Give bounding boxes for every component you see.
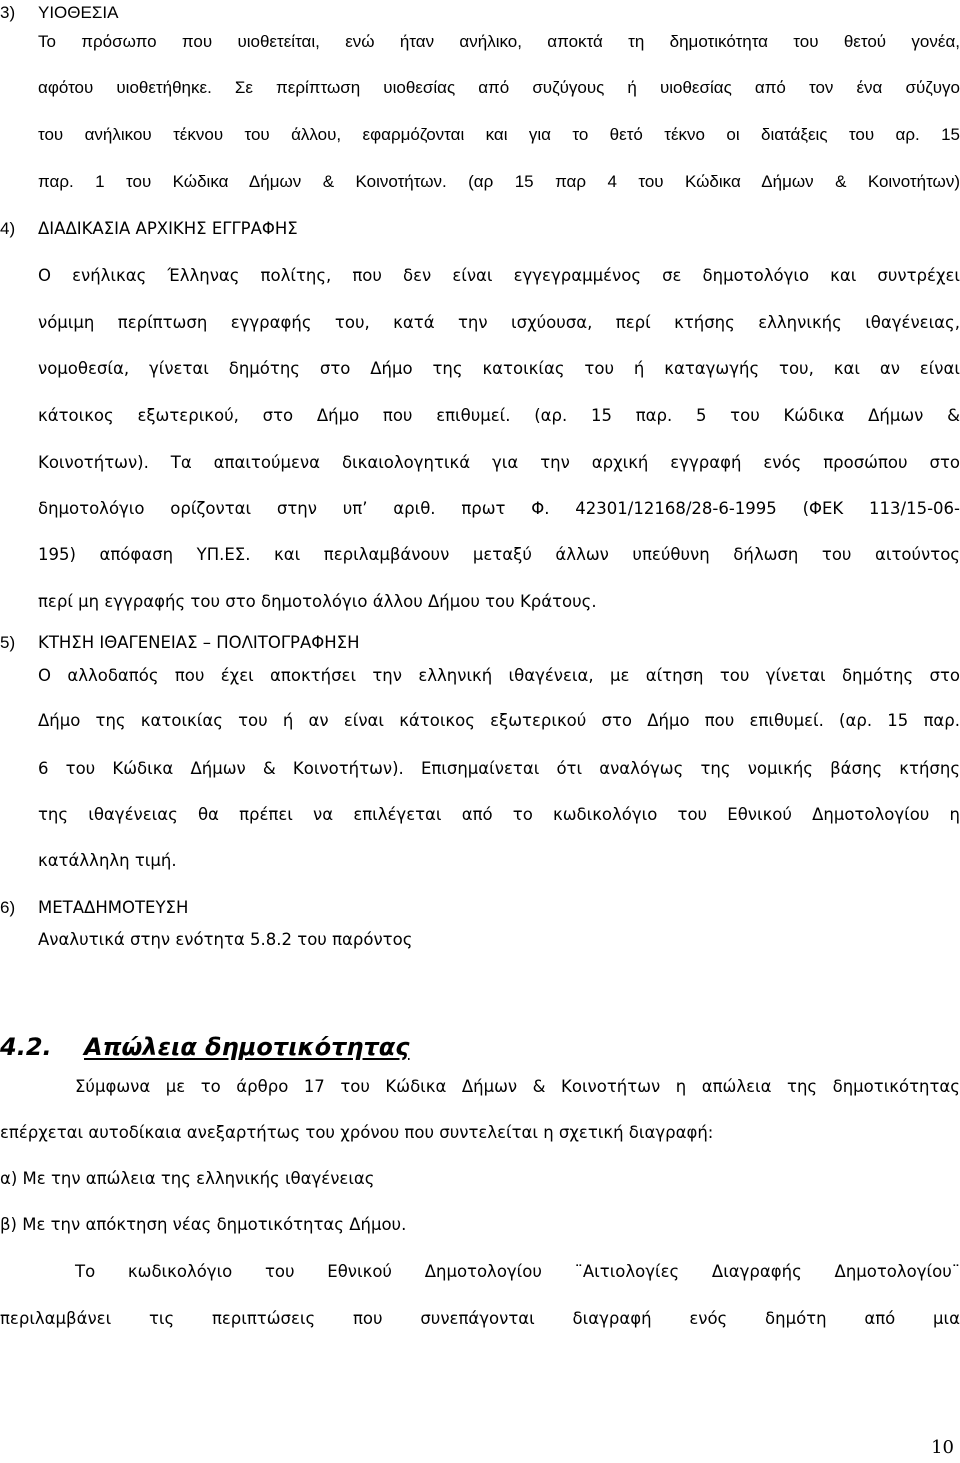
section-6-number: 6) <box>0 898 16 917</box>
section-3-number: 3) <box>0 3 16 22</box>
section-5-number: 5) <box>0 633 16 652</box>
section-6-heading: ΜΕΤΑΔΗΜΟΤΕΥΣΗ <box>38 898 189 917</box>
page-number: 10 <box>931 1437 954 1458</box>
document-page: 3) ΥΙΟΘΕΣΙΑ Το πρόσωπο που υιοθετείται, ενώ ήταν ανήλικο, αποκτά τη δημοτικότητα του θετού γονέα, αφότου υιοθετήθηκε. Σε περίπτωση υιοθεσίας από συζύγους ή υιοθεσίας από τον ένα σύζυγο του ανήλικου τέκνου του άλλου, εφαρμόζονται και για το θετό τέκνο οι διατάξεις του αρ. 15 παρ. 1 του Κώδικα Δήμων & Κοινοτήτων. (αρ 15 παρ 4 του Κώδικα Δήμων & Κοινοτήτων) 4) ΔΙΑΔΙΚΑΣΙΑ ΑΡΧΙΚΗΣ ΕΓΓΡΑΦΗΣ Ο ενήλικας Έλληνας πολίτης, που δεν είναι εγγεγραμμένος σε δημοτολόγιο και συντρέχει νόμιμη περίπτωση εγγραφής του, κατά την ισχύουσα, περί κτήσης ελληνικής ιθαγένειας, νομοθεσία, γίνεται δημότης στο Δήμο της κατοικίας του ή καταγωγής του, και αν είναι κάτοικος εξωτερικού, στο Δήμο που επιθυμεί. (αρ. 15 παρ. 5 του Κώδικα Δήμων & Κοινοτήτων). Τα απαιτούμενα δικαιολογητικά για την αρχική εγγραφή ενός προσώπου στο δημοτολόγιο ορίζονται στην υπ’ αριθ. πρωτ Φ. 42301/12168/28-6-1995 (ΦΕΚ 113/15-06- 195) απόφαση ΥΠ.ΕΣ. και περιλαμβάνουν μεταξύ άλλων υπεύθυνη δήλωση του αιτούντος περί μη εγγραφής του στο δημοτολόγιο άλλου Δήμου του Κράτους. 5) ΚΤΗΣΗ ΙΘΑΓΕΝΕΙΑΣ – ΠΟΛΙΤΟΓΡΑΦΗΣΗ Ο αλλοδαπός που έχει αποκτήσει την ελληνική ιθαγένεια, με αίτηση του γίνεται δημότης στο Δήμο της κατοικίας του ή αν είναι κάτοικος εξωτερικού στο Δήμο που επιθυμεί. (αρ. 15 παρ. 6 του Κώδικα Δήμων & Κοινοτήτων). Επισημαίνεται ότι αναλόγως της νομικής βάσης κτήσης της ιθαγένειας θα πρέπει να επιλέγεται από το κωδικολόγιο του Εθνικού Δημοτολογίου η κατάλληλη τιμή. 6) ΜΕΤΑΔΗΜΟΤΕΥΣΗ Αναλυτικά στην ενότητα 5.8.2 του παρόντος 4.2. Απώλεια δημοτικότητας Σύμφωνα με το άρθρο 17 του Κώδικα Δήμων & Κοινοτήτων η απώλεια της δημοτικότητας επέρχεται αυτοδίκαια ανεξαρτήτως του χρόνου που συντελείται η σχετική διαγραφή: α) Με την απώλεια της ελληνικής ιθαγένειας β) Με την απόκτηση νέας δημοτικότητας Δήμου. Το κωδικολόγιο του Εθνικού Δημοτολογίου ¨Αιτιολογίες Διαγραφής Δημοτολογίου¨ περιλαμβάνει τις περιπτώσεις που συνεπάγονται διαγραφή ενός δημότη από μια 10 <box>0 3 960 1458</box>
section-3-heading: ΥΙΟΘΕΣΙΑ <box>38 3 119 22</box>
section-4-number: 4) <box>0 219 16 238</box>
section-4-2-heading: Απώλεια δημοτικότητας <box>84 1033 410 1061</box>
section-4-heading: ΔΙΑΔΙΚΑΣΙΑ ΑΡΧΙΚΗΣ ΕΓΓΡΑΦΗΣ <box>38 219 298 238</box>
section-4-2-title <box>0 1030 410 1064</box>
section-4-2-number: 4.2. <box>0 1033 52 1061</box>
section-5-heading: ΚΤΗΣΗ ΙΘΑΓΕΝΕΙΑΣ – ΠΟΛΙΤΟΓΡΑΦΗΣΗ <box>38 633 360 652</box>
